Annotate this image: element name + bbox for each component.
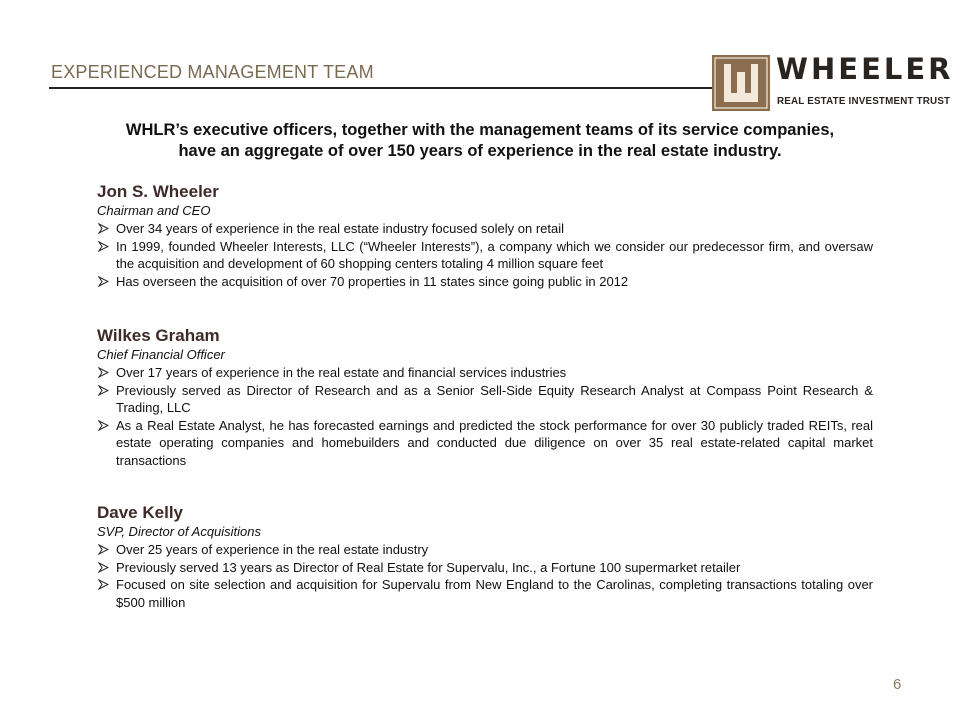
executive-role: Chief Financial Officer bbox=[97, 347, 225, 362]
headline-line-1: WHLR’s executive officers, together with the management teams of its service companies, bbox=[125, 121, 835, 139]
bullet-text: Previously served as Director of Research and as a Senior Sell-Side Equity Research Analyst at Compass Point Research & Trading, LLC bbox=[116, 382, 873, 415]
bullet-item bbox=[97, 559, 873, 577]
executive-dave-kelly bbox=[97, 502, 873, 611]
arrow-bullet-icon bbox=[98, 579, 109, 590]
bullet-text: Over 34 years of experience in the real estate industry focused solely on retail bbox=[116, 221, 565, 236]
bullet-item bbox=[97, 273, 873, 291]
headline bbox=[60, 120, 900, 162]
arrow-bullet-icon bbox=[98, 223, 109, 234]
bullet-item bbox=[97, 238, 873, 273]
arrow-bullet-icon bbox=[98, 276, 109, 287]
bullet-item bbox=[97, 417, 873, 470]
executive-role: SVP, Director of Acquisitions bbox=[97, 524, 262, 539]
title-rule bbox=[49, 87, 713, 89]
executive-name: Jon S. Wheeler bbox=[97, 182, 219, 201]
bullet-list bbox=[97, 220, 873, 290]
arrow-bullet-icon bbox=[98, 367, 109, 378]
executive-jon-wheeler bbox=[97, 181, 873, 290]
arrow-bullet-icon bbox=[98, 562, 109, 573]
arrow-bullet-icon bbox=[98, 544, 109, 555]
arrow-bullet-icon bbox=[98, 420, 109, 431]
executive-name: Wilkes Graham bbox=[97, 326, 220, 345]
executive-wilkes-graham bbox=[97, 325, 873, 469]
slide-title: EXPERIENCED MANAGEMENT TEAM bbox=[51, 62, 374, 82]
arrow-bullet-icon bbox=[98, 241, 109, 252]
bullet-list bbox=[97, 364, 873, 469]
arrow-bullet-icon bbox=[98, 385, 109, 396]
executive-name: Dave Kelly bbox=[97, 503, 183, 522]
bullet-text: Has overseen the acquisition of over 70 properties in 11 states since going public in 2012 bbox=[116, 273, 629, 289]
headline-line-2: have an aggregate of over 150 years of experience in the real estate industry. bbox=[178, 142, 782, 160]
bullet-text: In 1999, founded Wheeler Interests, LLC (“Wheeler Interests”), a company which we consider our predecessor firm, and oversaw the acquisition and development of 60 shopping centers totaling 4 million square feet bbox=[116, 238, 873, 271]
page-number: 6 bbox=[893, 676, 902, 693]
bullet-item bbox=[97, 576, 873, 611]
wheeler-w-mark-icon bbox=[712, 55, 770, 111]
bullet-item bbox=[97, 220, 873, 238]
bullet-item bbox=[97, 382, 873, 417]
executive-role: Chairman and CEO bbox=[97, 203, 211, 218]
bullet-item bbox=[97, 364, 873, 382]
bullet-text: Over 25 years of experience in the real estate industry bbox=[116, 542, 429, 557]
bullet-text: As a Real Estate Analyst, he has forecasted earnings and predicted the stock performance for over 30 publicly traded REITs, real estate operating companies and homebuilders and conducted due diligence on over 35 real estate-related capital market transactions bbox=[116, 417, 873, 468]
bullet-text: Focused on site selection and acquisition for Supervalu from New England to the Carolinas, completing transactions totaling over $500 million bbox=[116, 577, 873, 610]
bullet-text: Previously served 13 years as Director of Real Estate for Supervalu, Inc., a Fortune 100 supermarket retailer bbox=[116, 559, 741, 575]
bullet-list bbox=[97, 541, 873, 611]
logo-wordmark: WHEELER bbox=[776, 52, 954, 86]
logo-subtitle: REAL ESTATE INVESTMENT TRUST bbox=[777, 96, 951, 107]
bullet-item bbox=[97, 541, 873, 559]
company-logo bbox=[712, 52, 954, 113]
bullet-text: Over 17 years of experience in the real estate and financial services industries bbox=[116, 365, 567, 380]
